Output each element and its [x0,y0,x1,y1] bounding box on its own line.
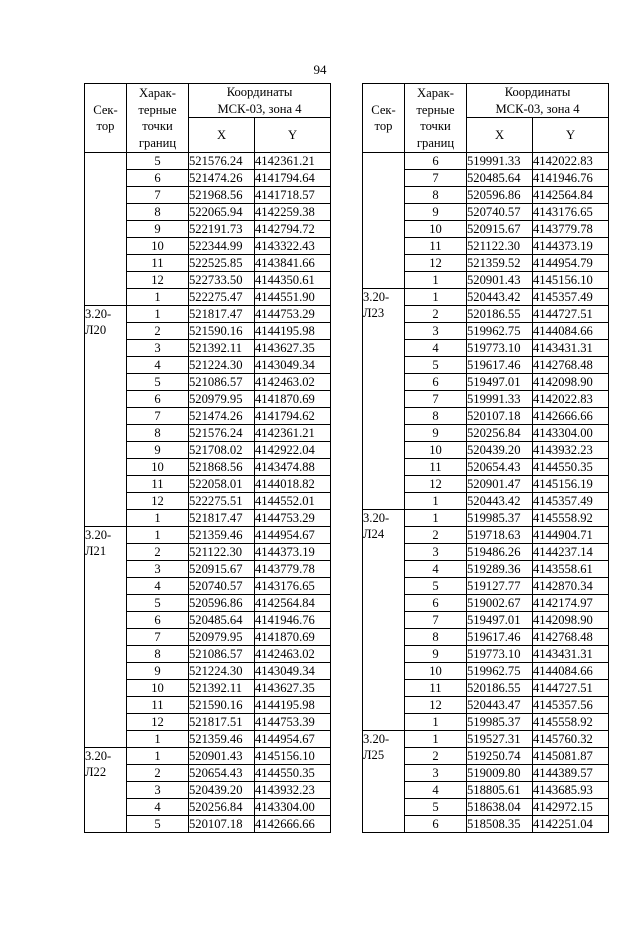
point-number-cell: 10 [127,459,189,476]
x-coordinate-cell: 519617.46 [467,629,533,646]
header-sector: Сек- тор [85,84,127,153]
point-number-cell: 7 [127,629,189,646]
point-number-cell: 12 [405,697,467,714]
y-coordinate-cell: 4144753.39 [255,714,331,731]
y-coordinate-cell: 4145558.92 [533,510,609,527]
point-number-cell: 10 [127,680,189,697]
y-coordinate-cell: 4141946.76 [533,170,609,187]
y-coordinate-cell: 4143779.78 [255,561,331,578]
y-coordinate-cell: 4143049.34 [255,357,331,374]
point-number-cell: 10 [127,238,189,255]
point-number-cell: 7 [405,170,467,187]
point-number-cell: 12 [127,714,189,731]
point-number-cell: 9 [405,425,467,442]
y-coordinate-cell: 4144084.66 [533,663,609,680]
x-coordinate-cell: 521086.57 [189,374,255,391]
point-number-cell: 7 [127,187,189,204]
sector-cell: 3.20- Л23 [363,289,405,510]
x-coordinate-cell: 519486.26 [467,544,533,561]
x-coordinate-cell: 520443.42 [467,289,533,306]
y-coordinate-cell: 4141794.64 [255,170,331,187]
x-coordinate-cell: 521576.24 [189,153,255,170]
x-coordinate-cell: 519773.10 [467,340,533,357]
y-coordinate-cell: 4142768.48 [533,357,609,374]
point-number-cell: 2 [127,323,189,340]
y-coordinate-cell: 4143431.31 [533,646,609,663]
y-coordinate-cell: 4143779.78 [533,221,609,238]
point-number-cell: 8 [405,408,467,425]
x-coordinate-cell: 520901.47 [467,476,533,493]
x-coordinate-cell: 520256.84 [189,799,255,816]
x-coordinate-cell: 521122.30 [467,238,533,255]
page-number: 94 [313,62,327,77]
x-coordinate-cell: 519250.74 [467,748,533,765]
point-number-cell: 7 [405,612,467,629]
x-coordinate-cell: 519773.10 [467,646,533,663]
y-coordinate-cell: 4143176.65 [255,578,331,595]
y-coordinate-cell: 4142564.84 [533,187,609,204]
y-coordinate-cell: 4142022.83 [533,153,609,170]
point-number-cell: 4 [127,799,189,816]
table-row [85,748,331,765]
y-coordinate-cell: 4143627.35 [255,340,331,357]
x-coordinate-cell: 519962.75 [467,323,533,340]
table-row [363,153,609,170]
header-y: Y [533,118,609,153]
point-number-cell: 6 [127,612,189,629]
y-coordinate-cell: 4142666.66 [255,816,331,833]
y-coordinate-cell: 4144954.79 [533,255,609,272]
x-coordinate-cell: 521590.16 [189,323,255,340]
y-coordinate-cell: 4144954.67 [255,731,331,748]
table-row [85,306,331,323]
x-coordinate-cell: 521474.26 [189,170,255,187]
y-coordinate-cell: 4143176.65 [533,204,609,221]
point-number-cell: 11 [127,255,189,272]
y-coordinate-cell: 4144084.66 [533,323,609,340]
y-coordinate-cell: 4143685.93 [533,782,609,799]
header-x: X [189,118,255,153]
y-coordinate-cell: 4145156.19 [533,476,609,493]
y-coordinate-cell: 4141794.62 [255,408,331,425]
y-coordinate-cell: 4141870.69 [255,391,331,408]
x-coordinate-cell: 521474.26 [189,408,255,425]
point-number-cell: 6 [405,595,467,612]
x-coordinate-cell: 521224.30 [189,357,255,374]
point-number-cell: 8 [127,646,189,663]
coordinates-table-right [362,83,609,833]
y-coordinate-cell: 4142666.66 [533,408,609,425]
y-coordinate-cell: 4141870.69 [255,629,331,646]
point-number-cell: 1 [127,527,189,544]
point-number-cell: 2 [405,527,467,544]
y-coordinate-cell: 4144727.51 [533,680,609,697]
point-number-cell: 3 [127,782,189,799]
y-coordinate-cell: 4145357.49 [533,493,609,510]
y-coordinate-cell: 4143558.61 [533,561,609,578]
point-number-cell: 2 [127,544,189,561]
x-coordinate-cell: 522275.51 [189,493,255,510]
x-coordinate-cell: 520654.43 [467,459,533,476]
point-number-cell: 3 [405,323,467,340]
sector-cell [85,153,127,306]
y-coordinate-cell: 4143322.43 [255,238,331,255]
x-coordinate-cell: 519497.01 [467,612,533,629]
y-coordinate-cell: 4143304.00 [533,425,609,442]
x-coordinate-cell: 521576.24 [189,425,255,442]
x-coordinate-cell: 521968.56 [189,187,255,204]
sector-cell: 3.20- Л20 [85,306,127,527]
x-coordinate-cell: 519962.75 [467,663,533,680]
x-coordinate-cell: 520107.18 [467,408,533,425]
y-coordinate-cell: 4142098.90 [533,374,609,391]
x-coordinate-cell: 519985.37 [467,714,533,731]
point-number-cell: 1 [127,731,189,748]
x-coordinate-cell: 521868.56 [189,459,255,476]
y-coordinate-cell: 4142922.04 [255,442,331,459]
point-number-cell: 11 [405,459,467,476]
x-coordinate-cell: 521817.51 [189,714,255,731]
y-coordinate-cell: 4141946.76 [255,612,331,629]
header-x: X [467,118,533,153]
x-coordinate-cell: 519991.33 [467,391,533,408]
x-coordinate-cell: 521122.30 [189,544,255,561]
point-number-cell: 12 [127,493,189,510]
x-coordinate-cell: 520439.20 [189,782,255,799]
x-coordinate-cell: 519002.67 [467,595,533,612]
x-coordinate-cell: 520485.64 [189,612,255,629]
y-coordinate-cell: 4145760.32 [533,731,609,748]
point-number-cell: 1 [405,714,467,731]
point-number-cell: 9 [127,221,189,238]
x-coordinate-cell: 520443.47 [467,697,533,714]
x-coordinate-cell: 521708.02 [189,442,255,459]
x-coordinate-cell: 520901.43 [189,748,255,765]
x-coordinate-cell: 520485.64 [467,170,533,187]
header-coordinates: Координаты МСК-03, зона 4 [467,84,609,118]
x-coordinate-cell: 522525.85 [189,255,255,272]
y-coordinate-cell: 4144753.29 [255,510,331,527]
y-coordinate-cell: 4142564.84 [255,595,331,612]
y-coordinate-cell: 4145081.87 [533,748,609,765]
point-number-cell: 9 [127,663,189,680]
y-coordinate-cell: 4142870.34 [533,578,609,595]
point-number-cell: 3 [405,544,467,561]
sector-cell [363,153,405,289]
y-coordinate-cell: 4144550.35 [255,765,331,782]
x-coordinate-cell: 521086.57 [189,646,255,663]
point-number-cell: 5 [405,799,467,816]
y-coordinate-cell: 4143841.66 [255,255,331,272]
sector-cell: 3.20- Л25 [363,731,405,833]
x-coordinate-cell: 521359.46 [189,527,255,544]
y-coordinate-cell: 4142022.83 [533,391,609,408]
x-coordinate-cell: 520186.55 [467,680,533,697]
point-number-cell: 7 [405,391,467,408]
x-coordinate-cell: 522344.99 [189,238,255,255]
point-number-cell: 4 [405,782,467,799]
point-number-cell: 5 [127,153,189,170]
y-coordinate-cell: 4141718.57 [255,187,331,204]
x-coordinate-cell: 519985.37 [467,510,533,527]
table-row [85,527,331,544]
x-coordinate-cell: 520439.20 [467,442,533,459]
x-coordinate-cell: 522275.47 [189,289,255,306]
point-number-cell: 8 [127,204,189,221]
sector-cell: 3.20- Л22 [85,748,127,833]
point-number-cell: 3 [405,765,467,782]
point-number-cell: 3 [127,561,189,578]
point-number-cell: 8 [405,629,467,646]
y-coordinate-cell: 4142361.21 [255,425,331,442]
y-coordinate-cell: 4143049.34 [255,663,331,680]
point-number-cell: 6 [127,170,189,187]
x-coordinate-cell: 520596.86 [467,187,533,204]
y-coordinate-cell: 4142174.97 [533,595,609,612]
point-number-cell: 9 [127,442,189,459]
point-number-cell: 7 [127,408,189,425]
x-coordinate-cell: 522191.73 [189,221,255,238]
point-number-cell: 10 [405,221,467,238]
y-coordinate-cell: 4145558.92 [533,714,609,731]
y-coordinate-cell: 4142972.15 [533,799,609,816]
x-coordinate-cell: 521392.11 [189,340,255,357]
point-number-cell: 10 [405,442,467,459]
x-coordinate-cell: 520740.57 [467,204,533,221]
sector-cell: 3.20- Л21 [85,527,127,748]
x-coordinate-cell: 518508.35 [467,816,533,833]
table-row [363,510,609,527]
point-number-cell: 6 [405,153,467,170]
header-coordinates: Координаты МСК-03, зона 4 [189,84,331,118]
x-coordinate-cell: 519527.31 [467,731,533,748]
point-number-cell: 6 [405,374,467,391]
x-coordinate-cell: 521359.46 [189,731,255,748]
y-coordinate-cell: 4144373.19 [533,238,609,255]
x-coordinate-cell: 519718.63 [467,527,533,544]
x-coordinate-cell: 521392.11 [189,680,255,697]
y-coordinate-cell: 4142794.72 [255,221,331,238]
table-row [363,289,609,306]
point-number-cell: 9 [405,204,467,221]
y-coordinate-cell: 4144551.90 [255,289,331,306]
point-number-cell: 4 [405,561,467,578]
point-number-cell: 11 [405,238,467,255]
y-coordinate-cell: 4144237.14 [533,544,609,561]
y-coordinate-cell: 4144373.19 [255,544,331,561]
point-number-cell: 3 [127,340,189,357]
y-coordinate-cell: 4144904.71 [533,527,609,544]
point-number-cell: 11 [405,680,467,697]
point-number-cell: 1 [127,289,189,306]
y-coordinate-cell: 4142259.38 [255,204,331,221]
x-coordinate-cell: 518805.61 [467,782,533,799]
point-number-cell: 5 [405,357,467,374]
point-number-cell: 1 [127,748,189,765]
point-number-cell: 5 [127,816,189,833]
x-coordinate-cell: 520979.95 [189,629,255,646]
y-coordinate-cell: 4142768.48 [533,629,609,646]
x-coordinate-cell: 522733.50 [189,272,255,289]
x-coordinate-cell: 519497.01 [467,374,533,391]
x-coordinate-cell: 520915.67 [189,561,255,578]
y-coordinate-cell: 4143932.23 [533,442,609,459]
point-number-cell: 9 [405,646,467,663]
y-coordinate-cell: 4144954.67 [255,527,331,544]
point-number-cell: 1 [127,510,189,527]
point-number-cell: 4 [127,578,189,595]
x-coordinate-cell: 520901.43 [467,272,533,289]
point-number-cell: 1 [405,510,467,527]
x-coordinate-cell: 520596.86 [189,595,255,612]
header-y: Y [255,118,331,153]
point-number-cell: 6 [405,816,467,833]
y-coordinate-cell: 4144727.51 [533,306,609,323]
point-number-cell: 5 [127,374,189,391]
y-coordinate-cell: 4143474.88 [255,459,331,476]
x-coordinate-cell: 521590.16 [189,697,255,714]
y-coordinate-cell: 4144389.57 [533,765,609,782]
y-coordinate-cell: 4143431.31 [533,340,609,357]
x-coordinate-cell: 520443.42 [467,493,533,510]
coordinates-table-left [84,83,331,833]
table-row [85,153,331,170]
point-number-cell: 11 [127,476,189,493]
x-coordinate-cell: 520186.55 [467,306,533,323]
header-boundary-points: Харак- терные точки границ [405,84,467,153]
point-number-cell: 8 [127,425,189,442]
x-coordinate-cell: 518638.04 [467,799,533,816]
y-coordinate-cell: 4144550.35 [533,459,609,476]
y-coordinate-cell: 4142361.21 [255,153,331,170]
x-coordinate-cell: 522065.94 [189,204,255,221]
y-coordinate-cell: 4145156.10 [533,272,609,289]
y-coordinate-cell: 4142251.04 [533,816,609,833]
point-number-cell: 5 [405,578,467,595]
y-coordinate-cell: 4142098.90 [533,612,609,629]
point-number-cell: 10 [405,663,467,680]
x-coordinate-cell: 519289.36 [467,561,533,578]
x-coordinate-cell: 521224.30 [189,663,255,680]
y-coordinate-cell: 4145357.49 [533,289,609,306]
point-number-cell: 4 [127,357,189,374]
point-number-cell: 12 [405,476,467,493]
y-coordinate-cell: 4145357.56 [533,697,609,714]
point-number-cell: 1 [405,731,467,748]
y-coordinate-cell: 4144195.98 [255,323,331,340]
x-coordinate-cell: 520979.95 [189,391,255,408]
x-coordinate-cell: 520915.67 [467,221,533,238]
y-coordinate-cell: 4144552.01 [255,493,331,510]
x-coordinate-cell: 521817.47 [189,510,255,527]
y-coordinate-cell: 4142463.02 [255,374,331,391]
y-coordinate-cell: 4143627.35 [255,680,331,697]
point-number-cell: 1 [405,272,467,289]
y-coordinate-cell: 4145156.10 [255,748,331,765]
sector-cell: 3.20- Л24 [363,510,405,731]
y-coordinate-cell: 4144195.98 [255,697,331,714]
point-number-cell: 12 [405,255,467,272]
header-boundary-points: Харак- терные точки границ [127,84,189,153]
x-coordinate-cell: 519127.77 [467,578,533,595]
x-coordinate-cell: 520107.18 [189,816,255,833]
point-number-cell: 4 [405,340,467,357]
table-row [363,731,609,748]
point-number-cell: 8 [405,187,467,204]
y-coordinate-cell: 4144753.29 [255,306,331,323]
x-coordinate-cell: 520740.57 [189,578,255,595]
x-coordinate-cell: 519617.46 [467,357,533,374]
point-number-cell: 12 [127,272,189,289]
point-number-cell: 1 [405,493,467,510]
point-number-cell: 1 [127,306,189,323]
y-coordinate-cell: 4144350.61 [255,272,331,289]
x-coordinate-cell: 522058.01 [189,476,255,493]
header-sector: Сек- тор [363,84,405,153]
x-coordinate-cell: 521817.47 [189,306,255,323]
x-coordinate-cell: 520654.43 [189,765,255,782]
x-coordinate-cell: 519009.80 [467,765,533,782]
point-number-cell: 11 [127,697,189,714]
point-number-cell: 2 [127,765,189,782]
x-coordinate-cell: 521359.52 [467,255,533,272]
y-coordinate-cell: 4142463.02 [255,646,331,663]
point-number-cell: 1 [405,289,467,306]
x-coordinate-cell: 520256.84 [467,425,533,442]
y-coordinate-cell: 4143932.23 [255,782,331,799]
y-coordinate-cell: 4143304.00 [255,799,331,816]
point-number-cell: 2 [405,748,467,765]
point-number-cell: 6 [127,391,189,408]
point-number-cell: 2 [405,306,467,323]
point-number-cell: 5 [127,595,189,612]
x-coordinate-cell: 519991.33 [467,153,533,170]
y-coordinate-cell: 4144018.82 [255,476,331,493]
